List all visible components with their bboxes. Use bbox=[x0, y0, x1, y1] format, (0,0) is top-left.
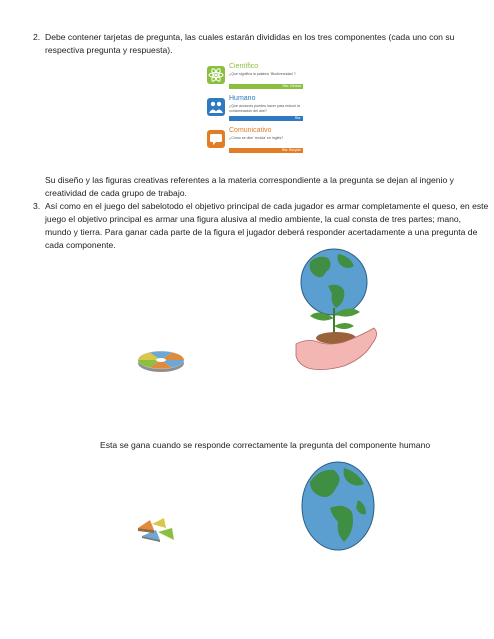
caption-text: Esta se gana cuando se responde correctamente la pregunta del componente humano bbox=[100, 440, 431, 450]
item-2-line-1: Debe contener tarjetas de pregunta, las cuales estarán divididas en los tres componentes (cada uno con su bbox=[45, 32, 455, 42]
item-2-line-2: respectiva pregunta y respuesta). bbox=[45, 45, 173, 55]
list-number-2: 2. bbox=[33, 32, 41, 42]
card-title: Humano bbox=[229, 95, 256, 102]
card-answer-bar bbox=[229, 148, 303, 153]
card-title: Comunicativo bbox=[229, 127, 272, 134]
card-question: ¿Qué acciones puedes hacer para reducir la contaminación del aire? bbox=[229, 104, 300, 113]
design-note-line-2: creatividad de cada grupo de trabajo. bbox=[45, 188, 187, 198]
message-icon bbox=[207, 130, 225, 148]
design-note-line-1: Su diseño y las figuras creativas referentes a la materia correspondiente a la pregunta se dejan al ingenio y bbox=[45, 175, 454, 185]
card-cientifico bbox=[207, 63, 303, 93]
item-3-line-2: juego el objetivo principal es armar una figura alusiva al medio ambiente, la cual consta de tres partes; mano, bbox=[45, 214, 462, 224]
item-3-line-1: Así como en el juego del sabelotodo el objetivo principal de cada jugador es armar completamente el queso, en este bbox=[45, 201, 489, 211]
globe-image bbox=[300, 460, 376, 552]
card-title: Científico bbox=[229, 63, 259, 70]
item-3-line-3: mundo y tierra. Para ganar cada parte de la figura el jugador deberá responder acertadamente a una pregunta de bbox=[45, 227, 478, 237]
question-cards bbox=[207, 63, 303, 161]
card-comunicativo bbox=[207, 127, 303, 157]
game-wheel-image bbox=[136, 347, 186, 375]
card-answer: Rta: bbox=[294, 116, 301, 120]
card-answer-bar bbox=[229, 116, 303, 121]
card-humano bbox=[207, 95, 303, 125]
item-3-line-4: cada componente. bbox=[45, 240, 116, 250]
people-icon bbox=[207, 98, 225, 116]
list-number-3: 3. bbox=[33, 201, 41, 211]
card-answer: Rta: Recycle bbox=[281, 148, 301, 152]
atom-icon bbox=[207, 66, 225, 84]
card-question: ¿Cómo se dice 'recicla' en inglés? bbox=[229, 136, 284, 140]
globe-in-hand-image bbox=[288, 246, 380, 372]
game-pieces-image bbox=[134, 514, 180, 544]
card-answer: Rta: Ciencia bbox=[282, 84, 301, 88]
card-answer-bar bbox=[229, 84, 303, 89]
card-question: ¿Qué significa la palabra ´Biodiversidad´? bbox=[229, 72, 296, 76]
